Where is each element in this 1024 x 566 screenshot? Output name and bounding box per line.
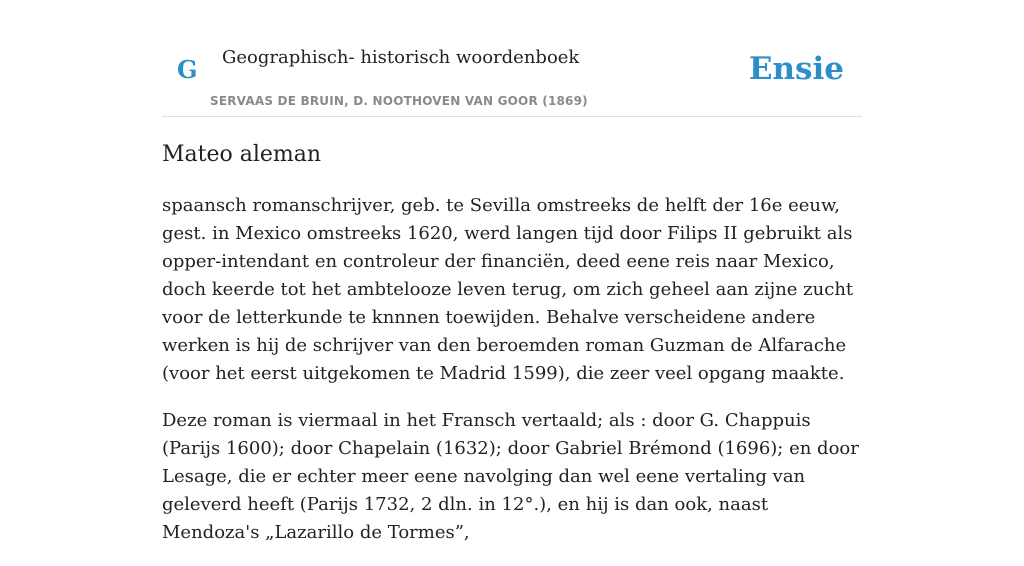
entry-headword: Mateo aleman — [162, 142, 322, 167]
entry-paragraph: Deze roman is viermaal in het Fransch vertaald; als : door G. Chappuis (Parijs 1600); door Chapelain (1632); door Gabriel Brémond (1696); en door Lesage, die er echter meer eene navolging dan wel eene vertaling van geleverd heeft (Parijs 1732, 2 dln. in 12°.), en hij is dan ook, naast Mendoza's „Lazarillo de Tormes”, — [162, 410, 859, 543]
entry-paragraph: spaansch romanschrijver, geb. te Sevilla omstreeks de helft der 16e eeuw, gest. in Mexico omstreeks 1620, werd langen tijd door Filips II gebruikt als opper-intendant en controleur der financiën, deed eene reis naar Mexico, doch keerde tot het ambtelooze leven terug, om zich geheel aan zijne zucht voor de letterkunde te knnnen toewijden. Behalve verscheidene andere werken is hij de schrijver van den beroemden roman Guzman de Alfarache (voor het eerst uitgekomen te Madrid 1599), die zeer veel opgang maakte. — [162, 195, 854, 384]
book-author: SERVAAS DE BRUIN, D. NOOTHOVEN VAN GOOR (1869) — [210, 94, 588, 108]
brand-logo[interactable]: Ensie — [748, 51, 844, 87]
book-title[interactable]: Geographisch- historisch woordenboek — [222, 47, 580, 68]
header — [162, 0, 862, 117]
entry-body — [162, 192, 864, 566]
book-logo-icon[interactable]: G — [177, 55, 198, 84]
